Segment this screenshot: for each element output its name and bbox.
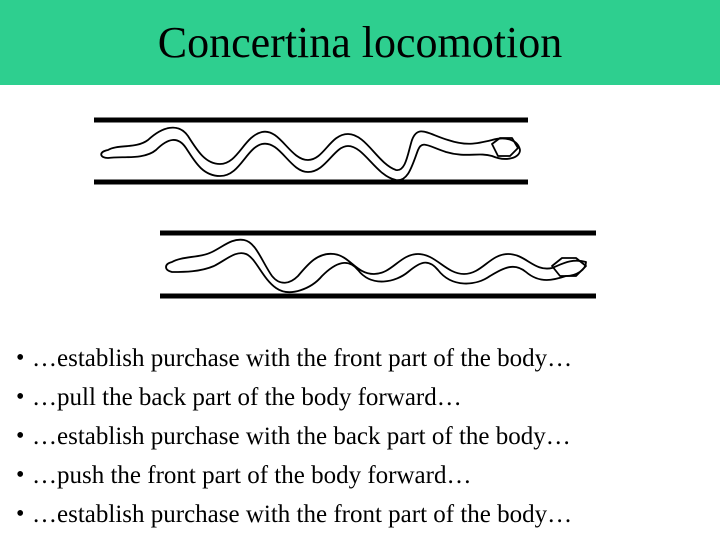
bullet-item: [0, 339, 720, 378]
bullet-text: …establish purchase with the back part of the body…: [32, 423, 571, 450]
bullet-text: …push the front part of the body forward…: [32, 462, 472, 489]
bullet-text: …pull the back part of the body forward…: [32, 384, 462, 411]
bullet-item: [0, 456, 720, 495]
slide-title: Concertina locomotion: [157, 18, 563, 67]
lower-snake-illustration: [166, 240, 586, 292]
bullet-marker: •: [16, 462, 25, 488]
lower-channel: [160, 233, 596, 296]
upper-channel: [94, 120, 528, 182]
bullet-item: [0, 495, 720, 534]
bullet-text: …establish purchase with the front part of the body…: [32, 501, 573, 528]
bullet-text: …establish purchase with the front part of the body…: [32, 345, 573, 372]
bullet-item: [0, 417, 720, 456]
upper-snake-illustration: [101, 128, 520, 181]
bullet-marker: •: [16, 345, 25, 371]
bullet-marker: •: [16, 423, 25, 449]
bullet-item: [0, 378, 720, 417]
bullet-list: [0, 339, 720, 534]
bullet-marker: •: [16, 501, 25, 527]
bullet-marker: •: [16, 384, 25, 410]
